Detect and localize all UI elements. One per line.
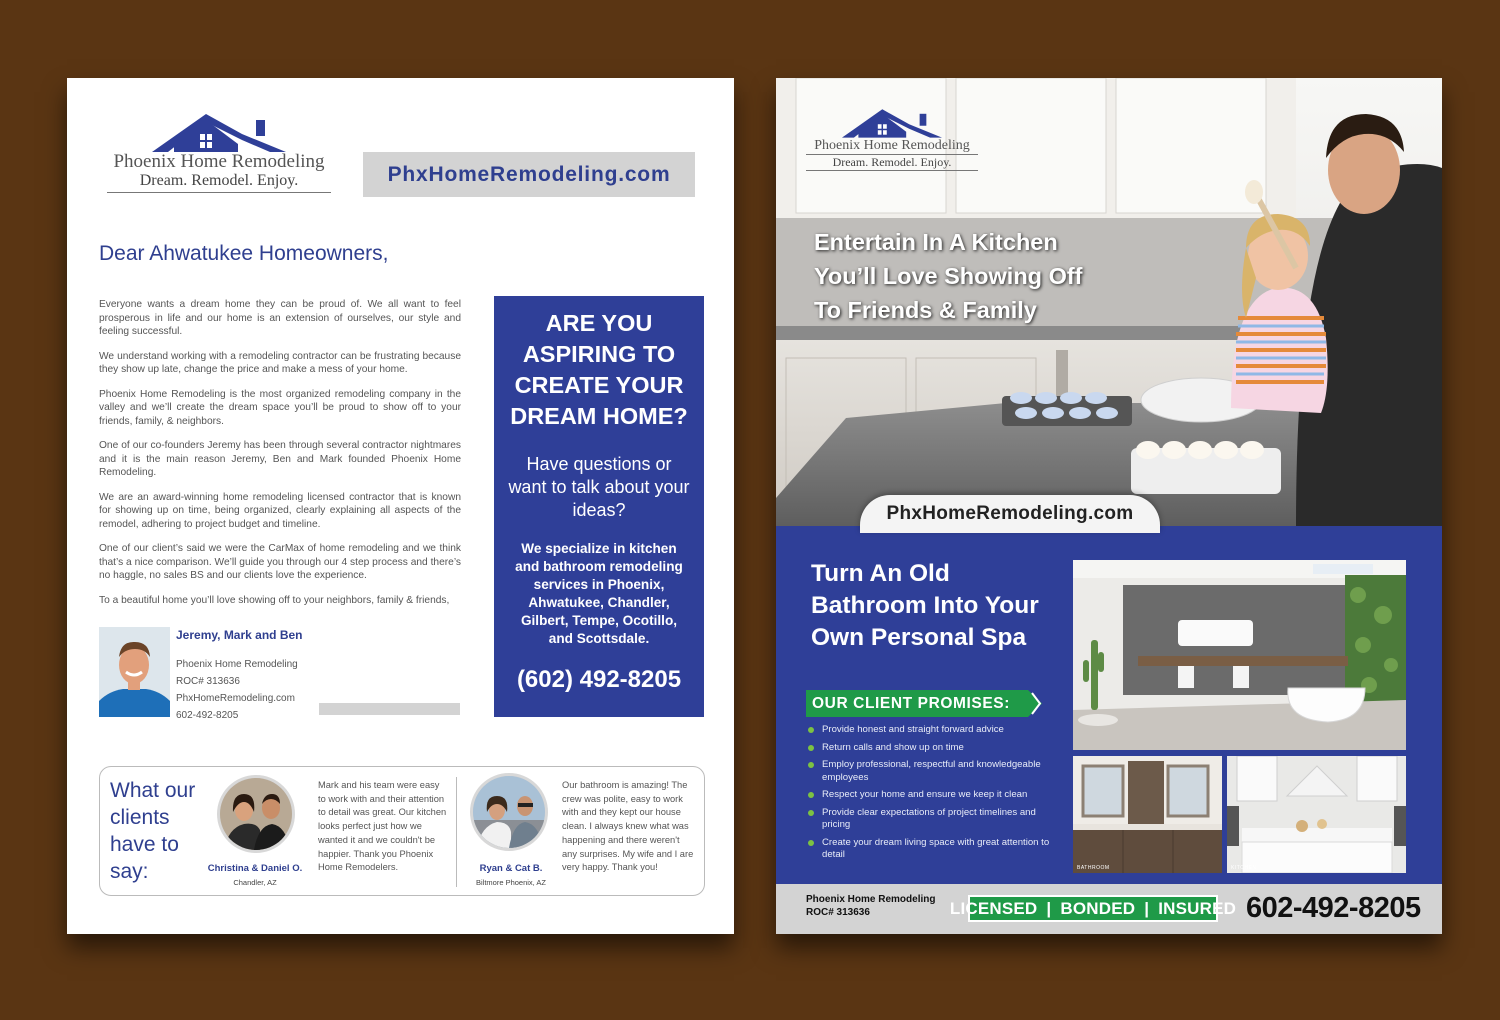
- client-photo: [217, 775, 295, 853]
- cta-services: We specialize in kitchen and bathroom remodeling services in Phoenix, Ahwatukee, Chandler, Gilbert, Tempe, Ocotillo, and Scottsdale.: [515, 541, 683, 646]
- promise-text: Provide honest and straight forward advice: [822, 724, 1004, 735]
- bullet-icon: [808, 727, 814, 733]
- list-item: [808, 837, 1058, 862]
- letter-paragraph: We understand working with a remodeling contractor can be frustrating because they show up late, change the price and make a mess of your home.: [99, 350, 461, 375]
- contact-footer: [776, 884, 1442, 934]
- list-item: [808, 724, 1058, 737]
- logo-rule: [107, 192, 331, 193]
- promise-text: Employ professional, respectful and knowledgeable employees: [822, 759, 1041, 783]
- signature-details: [176, 656, 298, 724]
- credentials-badge: [949, 895, 1237, 922]
- badge-separator: |: [1046, 898, 1052, 918]
- client-name: Christina & Daniel O.: [207, 863, 303, 874]
- photo-caption: BATHROOM: [1077, 865, 1110, 871]
- letter-paragraph: Everyone wants a dream home they can be proud of. We all want to feel prosperous in life and our home is an extension of ourselves, our style and feeling successful.: [99, 299, 461, 337]
- client-location: Chandler, AZ: [233, 878, 277, 887]
- website-url-tab[interactable]: PhxHomeRemodeling.com: [860, 495, 1160, 533]
- letter-paragraph: We are an award-winning home remodeling licensed contractor that is known for showing up on time, being organized, clearly explaining all aspects of the remodel, adhering to project budget and timeline.: [99, 491, 461, 530]
- signature-company: Phoenix Home Remodeling: [176, 659, 298, 670]
- footer-phone[interactable]: 602-492-8205: [1246, 892, 1421, 924]
- client-quote: Our bathroom is amazing! The crew was polite, easy to work with and they kept our house clean. I always knew what was happening and there weren't any surprises. My wife and I are very happy. Thank you!: [562, 780, 694, 873]
- client-name: Ryan & Cat B.: [479, 863, 543, 874]
- promise-text: Create your dream living space with great attention to detail: [822, 836, 1050, 860]
- cta-phone[interactable]: (602) 492-8205: [516, 666, 682, 693]
- logo-name: Phoenix Home Remodeling: [814, 138, 970, 153]
- company-logo: [806, 106, 978, 171]
- cta-headline: ARE YOU ASPIRING TO CREATE YOUR DREAM HOME?: [510, 310, 688, 429]
- bathroom-section: [776, 526, 1442, 884]
- promises-banner: [806, 690, 1042, 717]
- letter-paragraph: One of our client’s said we were the CarMax of home remodeling and we think that’s a nice comparison. We’ll guide you through our 4 step process and there’s no haggle, no sales BS and our clients love the experience.: [99, 543, 461, 581]
- promises-list: [808, 724, 1058, 867]
- logo-rule: [806, 170, 978, 171]
- logo-tagline: Dream. Remodel. Enjoy.: [832, 155, 952, 169]
- footer-roc: ROC# 313636: [806, 907, 870, 918]
- website-url[interactable]: PhxHomeRemodeling.com: [363, 152, 695, 197]
- cta-panel: [494, 296, 704, 717]
- letter-paragraph: One of our co-founders Jeremy has been through several contractor nightmares and it is the main reason Jeremy, Ben and Mark founded Phoenix Home Remodeling.: [99, 440, 461, 478]
- bullet-icon: [808, 840, 814, 846]
- signature-phone[interactable]: 602-492-8205: [176, 710, 239, 721]
- list-item: [808, 807, 1058, 832]
- list-item: [808, 742, 1058, 755]
- bathroom-photo: [1073, 560, 1406, 750]
- photo-caption: KITCHEN: [1231, 865, 1257, 871]
- letter-page: [67, 78, 734, 934]
- promises-title: OUR CLIENT PROMISES:: [812, 695, 1011, 712]
- bullet-icon: [808, 762, 814, 768]
- founder-photo: [99, 627, 170, 717]
- spa-headline: Turn An Old Bathroom Into Your Own Personal Spa: [811, 560, 1039, 651]
- testimonials-panel: [99, 766, 705, 896]
- bullet-icon: [808, 792, 814, 798]
- bullet-icon: [808, 745, 814, 751]
- logo-tagline: Dream. Remodel. Enjoy.: [139, 172, 299, 189]
- client-photo: [470, 773, 548, 851]
- testimonials-heading: What our clients have to say:: [110, 779, 196, 883]
- client-location: Biltmore Phoenix, AZ: [475, 878, 547, 887]
- badge-insured: INSURED: [1158, 898, 1237, 918]
- badge-licensed: LICENSED: [949, 898, 1038, 918]
- bullet-icon: [808, 810, 814, 816]
- house-roof-icon: [836, 106, 948, 138]
- cta-question: Have questions or want to talk about your ideas?: [508, 454, 690, 520]
- signature-roc: ROC# 313636: [176, 676, 240, 687]
- signature-url[interactable]: PhxHomeRemodeling.com: [176, 693, 295, 704]
- promise-text: Return calls and show up on time: [822, 741, 964, 753]
- signature-names: Jeremy, Mark and Ben: [176, 628, 303, 642]
- badge-separator: |: [1144, 898, 1150, 918]
- list-item: [808, 789, 1058, 802]
- kitchen-headline: Entertain In A Kitchen You’ll Love Showing Off To Friends & Family: [814, 229, 1083, 323]
- badge-bonded: BONDED: [1060, 898, 1136, 918]
- letter-paragraph: To a beautiful home you’ll love showing off to your neighbors, family & friends,: [99, 594, 450, 606]
- signature-bar: [319, 703, 460, 715]
- kitchen-photo: [1227, 756, 1406, 873]
- promo-page: [776, 78, 1442, 934]
- letter-paragraph: Phoenix Home Remodeling is the most organized remodeling company in the valley and we’ll create the dream space you’ll be proud to show off to your friends, family, & neighbors.: [99, 388, 461, 427]
- company-logo: [103, 110, 335, 193]
- footer-company: [806, 893, 935, 919]
- logo-name: Phoenix Home Remodeling: [113, 151, 325, 172]
- letter-body: [99, 298, 461, 618]
- letter-greeting: Dear Ahwatukee Homeowners,: [99, 242, 389, 265]
- bathroom-vanity-photo: [1073, 756, 1222, 873]
- list-item: [808, 759, 1058, 784]
- footer-company-name: Phoenix Home Remodeling: [806, 894, 936, 905]
- house-roof-icon: [144, 110, 294, 152]
- promise-text: Provide clear expectations of project timelines and pricing: [822, 806, 1036, 830]
- promise-text: Respect your home and ensure we keep it clean: [822, 789, 1028, 800]
- client-quote: Mark and his team were easy to work with and their attention to detail was great. Our kitchen looks perfect just how we wanted it and we couldn't be happier. Thank you Phoenix Home Remodelers.: [318, 780, 447, 873]
